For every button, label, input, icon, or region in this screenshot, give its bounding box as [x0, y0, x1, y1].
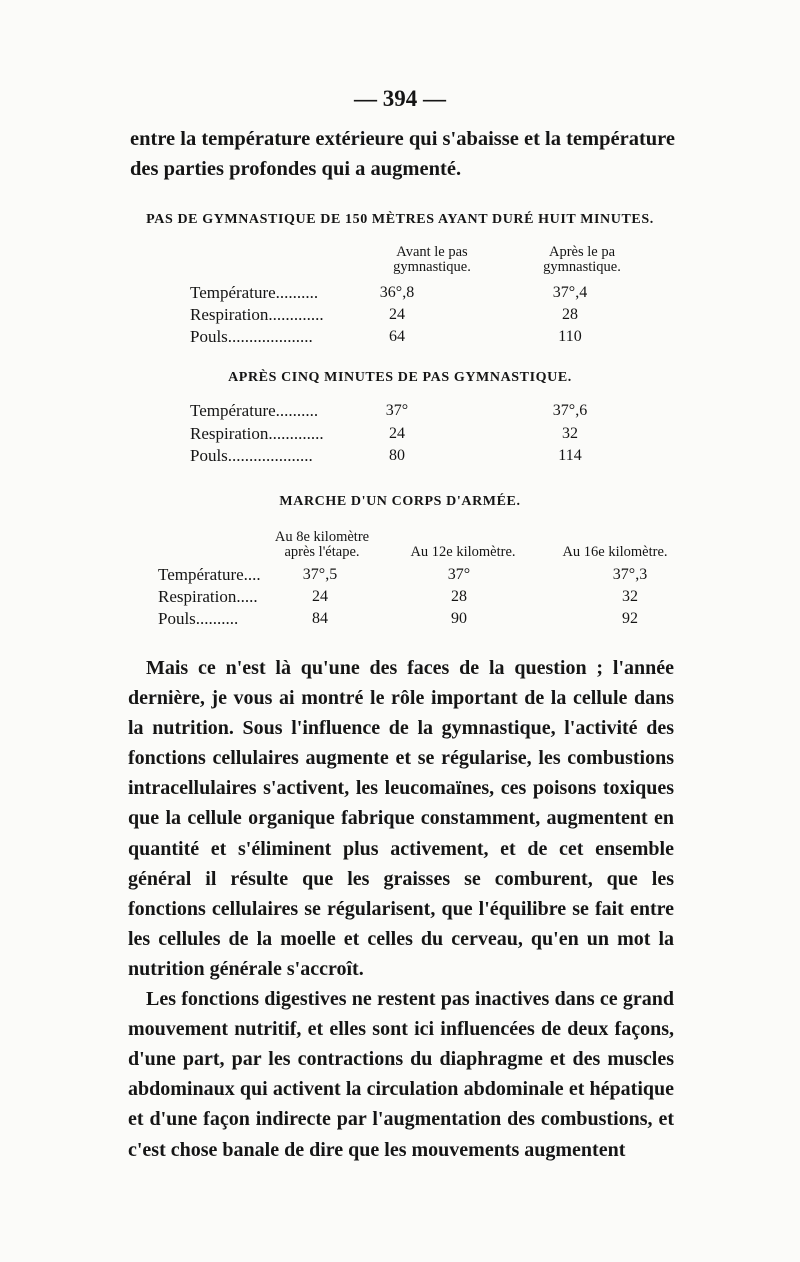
table1-cell-before: 64	[389, 328, 405, 345]
table3-cell-col2: 37°	[447, 566, 471, 583]
table3-col-1: Au 8e kilomètre après l'étape.	[274, 529, 370, 560]
table2-cell-after: 37°,6	[552, 402, 588, 419]
table3-cell-col1: 37°,5	[302, 566, 338, 583]
table1-row-label: Respiration.............	[190, 305, 324, 324]
table1-col-after: Après le pa gymnastique.	[543, 244, 621, 275]
table2-cell-before: 80	[389, 447, 405, 464]
intro-paragraph	[130, 124, 675, 184]
table1-cell-before: 36°,8	[379, 284, 415, 301]
table3-row-label: Température....	[158, 565, 261, 584]
table1-cell-after: 110	[558, 328, 582, 345]
table3-row-label: Pouls..........	[158, 609, 239, 628]
table1-cell-after: 28	[562, 306, 578, 323]
table1-row-label: Température..........	[190, 283, 319, 302]
table2-row-label: Température..........	[190, 401, 319, 420]
table3-cell-col1: 84	[312, 610, 328, 627]
page-number: — 394 —	[354, 86, 446, 111]
table2-cell-after: 32	[562, 425, 578, 442]
table3-row-label: Respiration.....	[158, 587, 258, 606]
table1-row-label: Pouls....................	[190, 327, 313, 346]
table1-cell-after: 37°,4	[552, 284, 588, 301]
paragraph: Mais ce n'est là qu'une des faces de la question ; l'année dernière, je vous ai montré le rôle important de la cellule dans la nutrition. Sous l'influence de la gymnastique, l'activité des fonctions cellulaires augmente et se régularise, les combustions intracellulaires s'activent, les leucomaïnes, ces poisons toxiques que la cellule organique fabrique constamment, augmentent en quantité et s'éliminent plus activement, et de cet ensemble général il résulte que les graisses se comburent, que les fonctions cellulaires se régularisent, que l'équilibre se fait entre les cellules de la moelle et celles du cerveau, qu'en un mot la nutrition générale s'accroît.	[128, 657, 674, 980]
table3-col-2: Au 12e kilomètre.	[410, 544, 516, 560]
table3-cell-col2: 28	[451, 588, 467, 605]
intro-text: entre la température extérieure qui s'abaisse et la température des parties profondes qui a augmenté.	[130, 128, 676, 180]
table1-heading: PAS DE GYMNASTIQUE DE 150 MÈTRES AYANT DURÉ HUIT MINUTES.	[146, 212, 654, 227]
table2-cell-after: 114	[558, 447, 582, 464]
table2-row-label: Respiration.............	[190, 424, 324, 443]
table2-heading: APRÈS CINQ MINUTES DE PAS GYMNASTIQUE.	[228, 370, 572, 385]
table3-cell-col3: 92	[622, 610, 638, 627]
paragraph: Les fonctions digestives ne restent pas inactives dans ce grand mouvement nutritif, et elles sont ici influencées de deux façons, d'une part, par les contractions du diaphragme et des muscles abdominaux qui activent la circulation abdominale et hépatique et d'une façon indirecte par l'augmentation des combustions, et c'est chose banale de dire que les mouvements augmentent	[128, 988, 674, 1161]
table3-cell-col1: 24	[312, 588, 328, 605]
table2-cell-before: 24	[389, 425, 405, 442]
table2-cell-before: 37°	[385, 402, 409, 419]
table3-col-3: Au 16e kilomètre.	[562, 544, 668, 560]
table1-col-before: Avant le pas gymnastique.	[393, 244, 471, 275]
table3-cell-col2: 90	[451, 610, 467, 627]
table3-heading: MARCHE D'UN CORPS D'ARMÉE.	[279, 494, 521, 509]
table3-cell-col3: 37°,3	[612, 566, 648, 583]
table1-cell-before: 24	[389, 306, 405, 323]
table3-cell-col3: 32	[622, 588, 638, 605]
table2-row-label: Pouls....................	[190, 446, 313, 465]
body-text	[128, 653, 674, 1165]
